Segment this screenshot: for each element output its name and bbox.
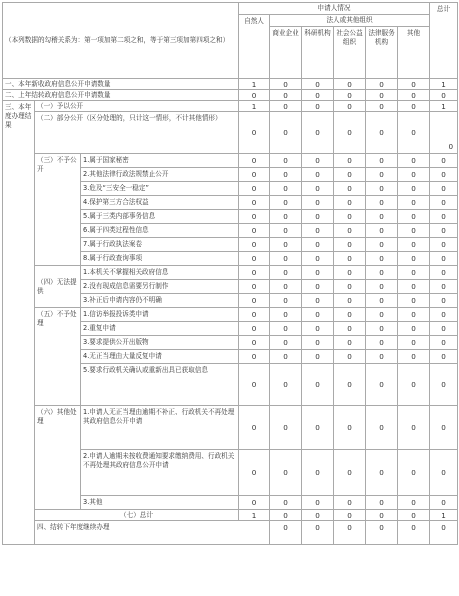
- cell-value: 0: [239, 168, 270, 182]
- header-applicant: 申请人情况: [239, 3, 430, 15]
- cell-value: 0: [270, 406, 302, 450]
- row-label: 1.属于国家秘密: [81, 154, 239, 168]
- cell-value: 0: [430, 210, 458, 224]
- row-label: 2.没有现成信息需要另行制作: [81, 280, 239, 294]
- cell-value: 0: [334, 294, 366, 308]
- cell-value: 0: [334, 308, 366, 322]
- cell-value: 0: [270, 450, 302, 496]
- cell-value: 1: [239, 510, 270, 521]
- cell-value: 0: [302, 266, 334, 280]
- row-label: 1.本机关不掌握相关政府信息: [81, 266, 239, 280]
- cell-value: 0: [334, 266, 366, 280]
- cell-value: 0: [430, 280, 458, 294]
- cell-value: 0: [239, 308, 270, 322]
- cell-value: 0: [302, 510, 334, 521]
- cell-value: 0: [302, 112, 334, 154]
- cell-value: 0: [239, 210, 270, 224]
- row-label: 1.申请人无正当理由逾期不补正、行政机关不再处理其政府信息公开申请: [81, 406, 239, 450]
- cell-value: 0: [430, 196, 458, 210]
- cell-value: 0: [366, 308, 398, 322]
- cell-value: 0: [334, 101, 366, 112]
- cell-value: 0: [302, 182, 334, 196]
- cell-value: 0: [270, 168, 302, 182]
- cell-value: 0: [334, 496, 366, 510]
- cell-value: 0: [366, 406, 398, 450]
- cell-value: 0: [239, 224, 270, 238]
- cell-value: 0: [270, 182, 302, 196]
- cell-value: 0: [302, 196, 334, 210]
- cell-value: 0: [270, 521, 302, 545]
- cell-value: 0: [334, 238, 366, 252]
- cell-value: 0: [270, 496, 302, 510]
- cell-value: 0: [430, 294, 458, 308]
- cell-value: 0: [334, 350, 366, 364]
- row-label: 二、上年结转政府信息公开申请数量: [3, 90, 239, 101]
- cell-value: 0: [398, 364, 430, 406]
- cell-value: 0: [398, 280, 430, 294]
- cell-value: 0: [270, 112, 302, 154]
- cell-value: 0: [270, 252, 302, 266]
- cell-value: 0: [270, 79, 302, 90]
- cell-value: 0: [366, 224, 398, 238]
- cell-value: 0: [270, 364, 302, 406]
- cell-value: 0: [334, 112, 366, 154]
- header-other: 其他: [398, 27, 430, 79]
- cell-value: 0: [430, 266, 458, 280]
- cell-value: 0: [366, 252, 398, 266]
- cell-value: 0: [334, 252, 366, 266]
- cell-value: 1: [430, 79, 458, 90]
- header-total: 总计: [430, 3, 458, 79]
- cell-value: 0: [239, 252, 270, 266]
- cell-value: 0: [398, 336, 430, 350]
- cell-value: 0: [239, 496, 270, 510]
- cell-value: 0: [270, 90, 302, 101]
- row-label: 6.属于四类过程性信息: [81, 224, 239, 238]
- cell-value: 0: [398, 350, 430, 364]
- cell-value: 0: [270, 238, 302, 252]
- cell-value: 0: [334, 168, 366, 182]
- cell-value: 0: [366, 182, 398, 196]
- cell-value: 0: [270, 510, 302, 521]
- cell-value: 0: [270, 350, 302, 364]
- cell-value: 0: [239, 450, 270, 496]
- row-label: 8.属于行政查询事项: [81, 252, 239, 266]
- cell-value: 0: [430, 112, 458, 154]
- header-social: 社会公益组织: [334, 27, 366, 79]
- row-label: 7.属于行政执法案卷: [81, 238, 239, 252]
- cell-value: 0: [302, 252, 334, 266]
- row-label: （一）予以公开: [35, 101, 239, 112]
- cell-value: 0: [302, 224, 334, 238]
- header-legal: 法人或其他组织: [270, 15, 430, 27]
- cell-value: 0: [334, 90, 366, 101]
- cell-value: 0: [334, 336, 366, 350]
- cell-value: 0: [430, 224, 458, 238]
- cell-value: 0: [302, 406, 334, 450]
- cell-value: 0: [239, 322, 270, 336]
- cell-value: 0: [302, 364, 334, 406]
- cell-value: 0: [366, 364, 398, 406]
- cell-value: 0: [302, 450, 334, 496]
- row-label: 1.信访举报投诉类申请: [81, 308, 239, 322]
- cell-value: 0: [239, 266, 270, 280]
- cell-value: 0: [366, 521, 398, 545]
- cell-value: 0: [398, 224, 430, 238]
- cell-value: 0: [366, 154, 398, 168]
- cell-value: 0: [398, 182, 430, 196]
- group-5-label: （五）不予处理: [35, 308, 81, 406]
- row-label: （二）部分公开（区分处理的，只计这一情形，不计其他情形）: [35, 112, 239, 154]
- cell-value: 0: [334, 280, 366, 294]
- cell-value: 0: [430, 406, 458, 450]
- row-label: 3.危及“三安全一稳定”: [81, 182, 239, 196]
- cell-value: 0: [398, 210, 430, 224]
- cell-value: 0: [366, 79, 398, 90]
- cell-value: 0: [398, 266, 430, 280]
- row-label: 2.重复申请: [81, 322, 239, 336]
- cell-value: 0: [270, 266, 302, 280]
- cell-value: 0: [239, 182, 270, 196]
- cell-value: 0: [398, 322, 430, 336]
- cell-value: 0: [334, 322, 366, 336]
- cell-value: 0: [366, 280, 398, 294]
- row-label: 4.无正当理由大量反复申请: [81, 350, 239, 364]
- cell-value: 0: [270, 308, 302, 322]
- group-6-label: （六）其他处理: [35, 406, 81, 510]
- cell-value: 0: [430, 308, 458, 322]
- cell-value: 0: [366, 350, 398, 364]
- cell-value: 1: [239, 101, 270, 112]
- row-label: 2.申请人逾期未按收费通知要求缴纳费用、行政机关不再处理其政府信息公开申请: [81, 450, 239, 496]
- cell-value: 0: [334, 364, 366, 406]
- cell-value: 0: [366, 168, 398, 182]
- cell-value: 0: [366, 101, 398, 112]
- row-label: 4.保护第三方合法权益: [81, 196, 239, 210]
- cell-value: 0: [366, 336, 398, 350]
- cell-value: 0: [334, 406, 366, 450]
- cell-value: 0: [239, 238, 270, 252]
- cell-value: 0: [398, 406, 430, 450]
- cell-value: 0: [366, 196, 398, 210]
- cell-value: 0: [334, 79, 366, 90]
- header-research: 科研机构: [302, 27, 334, 79]
- cell-value: 0: [302, 336, 334, 350]
- table-note: （本列数据的勾稽关系为：第一项加第二项之和，等于第三项加第四项之和）: [3, 3, 239, 79]
- row-label: 一、本年新收政府信息公开申请数量: [3, 79, 239, 90]
- cell-value: 0: [239, 90, 270, 101]
- cell-value: 0: [430, 322, 458, 336]
- cell-value: 0: [270, 294, 302, 308]
- cell-value: 0: [366, 450, 398, 496]
- cell-value: 0: [302, 210, 334, 224]
- cell-value: 0: [334, 450, 366, 496]
- cell-value: 0: [302, 238, 334, 252]
- cell-value: 0: [270, 101, 302, 112]
- cell-value: 1: [430, 510, 458, 521]
- cell-value: 0: [398, 101, 430, 112]
- cell-value: 1: [430, 101, 458, 112]
- group-3-label: （三）不予公开: [35, 154, 81, 266]
- cell-value: 0: [334, 510, 366, 521]
- cell-value: 0: [239, 112, 270, 154]
- cell-value: 0: [366, 510, 398, 521]
- row-label: 5.要求行政机关确认或重新出具已获取信息: [81, 364, 239, 406]
- row-label: （七）总计: [35, 510, 239, 521]
- disclosure-statistics-table: [2, 2, 458, 545]
- cell-value: 0: [334, 154, 366, 168]
- cell-value: 1: [239, 79, 270, 90]
- cell-value: 0: [270, 154, 302, 168]
- cell-value: 0: [239, 336, 270, 350]
- cell-value: 0: [398, 496, 430, 510]
- cell-value: 0: [430, 521, 458, 545]
- header-natural: 自然人: [239, 15, 270, 79]
- cell-value: 0: [302, 168, 334, 182]
- cell-value: 0: [302, 101, 334, 112]
- group-4-label: （四）无法提供: [35, 266, 81, 308]
- cell-value: 0: [302, 322, 334, 336]
- cell-value: 0: [302, 79, 334, 90]
- cell-value: 0: [398, 450, 430, 496]
- cell-value: 0: [270, 224, 302, 238]
- cell-value: 0: [270, 322, 302, 336]
- cell-value: 0: [239, 196, 270, 210]
- cell-value: 0: [302, 280, 334, 294]
- cell-value: 0: [302, 90, 334, 101]
- cell-value: 0: [398, 196, 430, 210]
- cell-value: 0: [398, 90, 430, 101]
- row-label: 5.属于三类内部事务信息: [81, 210, 239, 224]
- row-label: 四、结转下年度继续办理: [35, 521, 270, 545]
- cell-value: 0: [302, 521, 334, 545]
- cell-value: 0: [334, 224, 366, 238]
- cell-value: 0: [302, 154, 334, 168]
- cell-value: 0: [430, 364, 458, 406]
- cell-value: 0: [239, 280, 270, 294]
- cell-value: 0: [239, 294, 270, 308]
- cell-value: 0: [366, 266, 398, 280]
- cell-value: 0: [398, 252, 430, 266]
- cell-value: 0: [239, 154, 270, 168]
- row-label: 3.其他: [81, 496, 239, 510]
- cell-value: 0: [430, 336, 458, 350]
- cell-value: 0: [430, 182, 458, 196]
- cell-value: 0: [366, 210, 398, 224]
- cell-value: 0: [239, 406, 270, 450]
- header-law: 法律服务机构: [366, 27, 398, 79]
- cell-value: 0: [430, 252, 458, 266]
- cell-value: 0: [398, 168, 430, 182]
- row-label: 3.要求提供公开出版物: [81, 336, 239, 350]
- cell-value: 0: [302, 308, 334, 322]
- cell-value: 0: [334, 196, 366, 210]
- cell-value: 0: [430, 168, 458, 182]
- cell-value: 0: [334, 210, 366, 224]
- cell-value: 0: [334, 182, 366, 196]
- cell-value: 0: [239, 350, 270, 364]
- cell-value: 0: [398, 308, 430, 322]
- cell-value: 0: [366, 322, 398, 336]
- cell-value: 0: [398, 238, 430, 252]
- cell-value: 0: [334, 521, 366, 545]
- cell-value: 0: [430, 350, 458, 364]
- cell-value: 0: [398, 510, 430, 521]
- cell-value: 0: [366, 294, 398, 308]
- section-3-label: 三、本年度办理结果: [3, 101, 35, 545]
- cell-value: 0: [270, 280, 302, 294]
- row-label: 3.补正后申请内容仍不明确: [81, 294, 239, 308]
- cell-value: 0: [398, 79, 430, 90]
- cell-value: 0: [366, 90, 398, 101]
- cell-value: 0: [366, 112, 398, 154]
- cell-value: 0: [302, 294, 334, 308]
- cell-value: 0: [302, 350, 334, 364]
- cell-value: 0: [430, 496, 458, 510]
- cell-value: 0: [398, 294, 430, 308]
- cell-value: 0: [270, 196, 302, 210]
- cell-value: 0: [270, 210, 302, 224]
- cell-value: 0: [270, 336, 302, 350]
- cell-value: 0: [366, 238, 398, 252]
- header-commercial: 商业企业: [270, 27, 302, 79]
- cell-value: 0: [239, 364, 270, 406]
- cell-value: 0: [398, 112, 430, 154]
- cell-value: 0: [366, 496, 398, 510]
- cell-value: 0: [398, 154, 430, 168]
- cell-value: 0: [398, 521, 430, 545]
- cell-value: 0: [302, 496, 334, 510]
- cell-value: 0: [430, 154, 458, 168]
- row-label: 2.其他法律行政法规禁止公开: [81, 168, 239, 182]
- cell-value: 0: [430, 238, 458, 252]
- cell-value: 0: [430, 90, 458, 101]
- cell-value: 0: [430, 450, 458, 496]
